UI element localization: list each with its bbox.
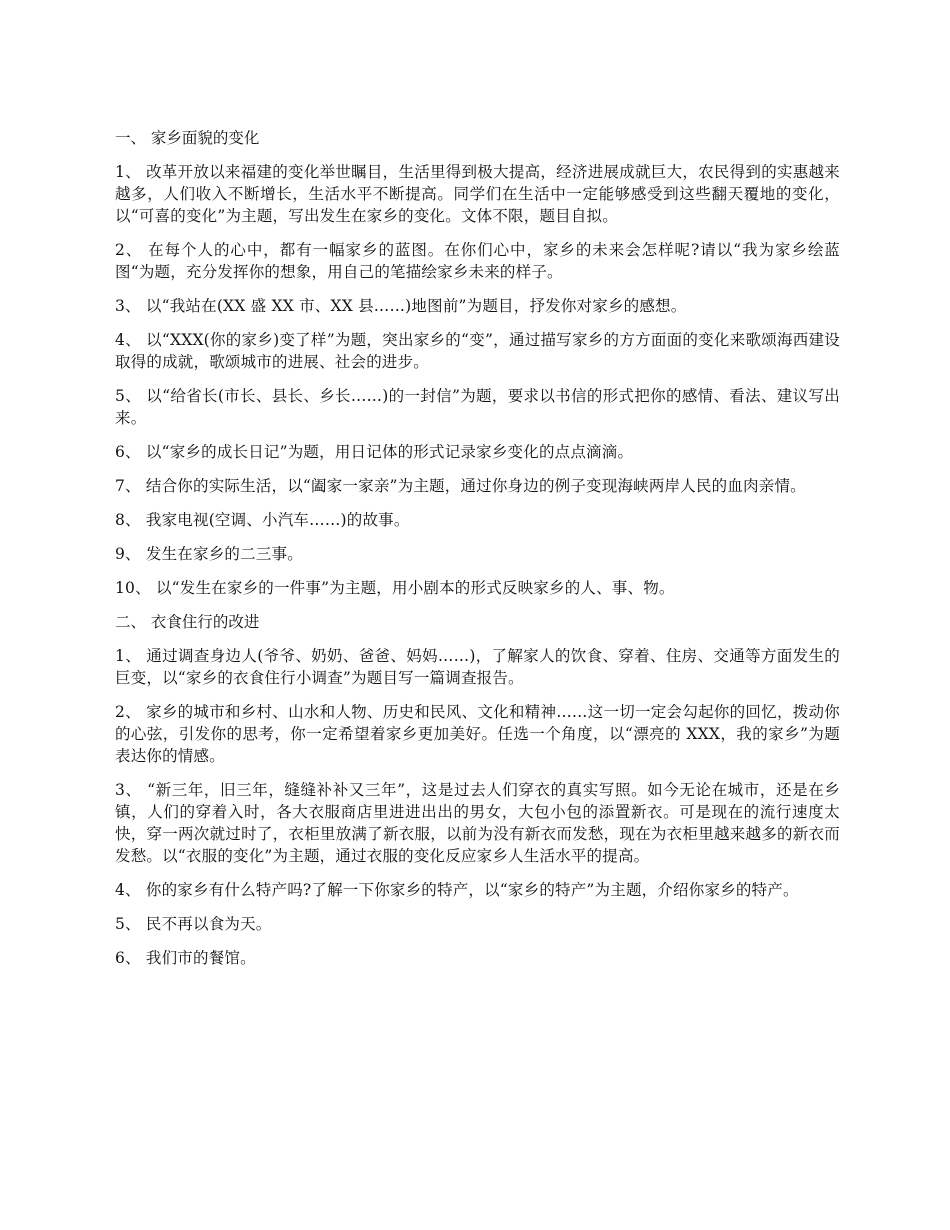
list-item: 1、 改革开放以来福建的变化举世瞩目，生活里得到极大提高，经济进展成就巨大，农民得到的实惠越来越多，人们收入不断增长，生活水平不断提高。同学们在生活中一定能够感受到这些翻天覆地的变化，以“可喜的变化”为主题，写出发生在家乡的变化。文体不限，题目自拟。 [115,163,840,225]
section-heading-2: 二、 衣食住行的改进 [115,613,260,631]
list-item: 5、 民不再以食为天。 [115,915,272,933]
list-item: 7、 结合你的实际生活，以“阖家一家亲”为主题，通过你身边的例子变现海峡两岸人民的血肉亲情。 [115,477,806,495]
list-item: 5、 以“给省长(市长、县长、乡长……)的一封信”为题，要求以书信的形式把你的感情、看法、建议写出来。 [115,387,840,427]
list-item: 4、 以“XXX(你的家乡)变了样”为题，突出家乡的“变”，通过描写家乡的方方面面的变化来歌颂海西建设取得的成就，歌颂城市的进展、社会的进步。 [115,331,840,371]
list-item: 4、 你的家乡有什么特产吗?了解一下你家乡的特产，以“家乡的特产”为主题，介绍你家乡的特产。 [115,881,799,899]
document-body [115,127,840,981]
list-item: 3、 “新三年，旧三年，缝缝补补又三年”，这是过去人们穿衣的真实写照。如今无论在城市，还是在乡镇，人们的穿着入时，各大衣服商店里进进出出的男女，大包小包的添置新衣。可是现在的流行速度太快，穿一两次就过时了，衣柜里放满了新衣服，以前为没有新衣而发愁，现在为衣柜里越来越多的新衣而发愁。以“衣服的变化”为主题，通过衣服的变化反应家乡人生活水平的提高。 [115,781,840,865]
list-item: 8、 我家电视(空调、小汽车……)的故事。 [115,511,410,529]
section-heading-1: 一、 家乡面貌的变化 [115,129,260,147]
list-item: 6、 以“家乡的成长日记”为题，用日记体的形式记录家乡变化的点点滴滴。 [115,443,634,461]
list-item: 2、 在每个人的心中，都有一幅家乡的蓝图。在你们心中，家乡的未来会怎样呢?请以“我为家乡绘蓝图“为题，充分发挥你的想象，用自己的笔描绘家乡未来的样子。 [115,241,840,281]
list-item: 10、 以“发生在家乡的一件事”为主题，用小剧本的形式反映家乡的人、事、物。 [115,579,675,597]
list-item: 1、 通过调查身边人(爷爷、奶奶、爸爸、妈妈……)，了解家人的饮食、穿着、住房、交通等方面发生的巨变，以“家乡的衣食住行小调查”为题目写一篇调查报告。 [115,647,840,687]
list-item: 6、 我们市的餐馆。 [115,949,256,967]
list-item: 3、 以“我站在(XX 盛 XX 市、XX 县……)地图前”为题目，抒发你对家乡的感想。 [115,297,687,315]
list-item: 9、 发生在家乡的二三事。 [115,545,303,563]
list-item: 2、 家乡的城市和乡村、山水和人物、历史和民风、文化和精神……这一切一定会勾起你的回忆，拨动你的心弦，引发你的思考，你一定希望着家乡更加美好。任选一个角度，以“漂亮的 XXX，我的家乡”为题表达你的情感。 [115,703,840,765]
